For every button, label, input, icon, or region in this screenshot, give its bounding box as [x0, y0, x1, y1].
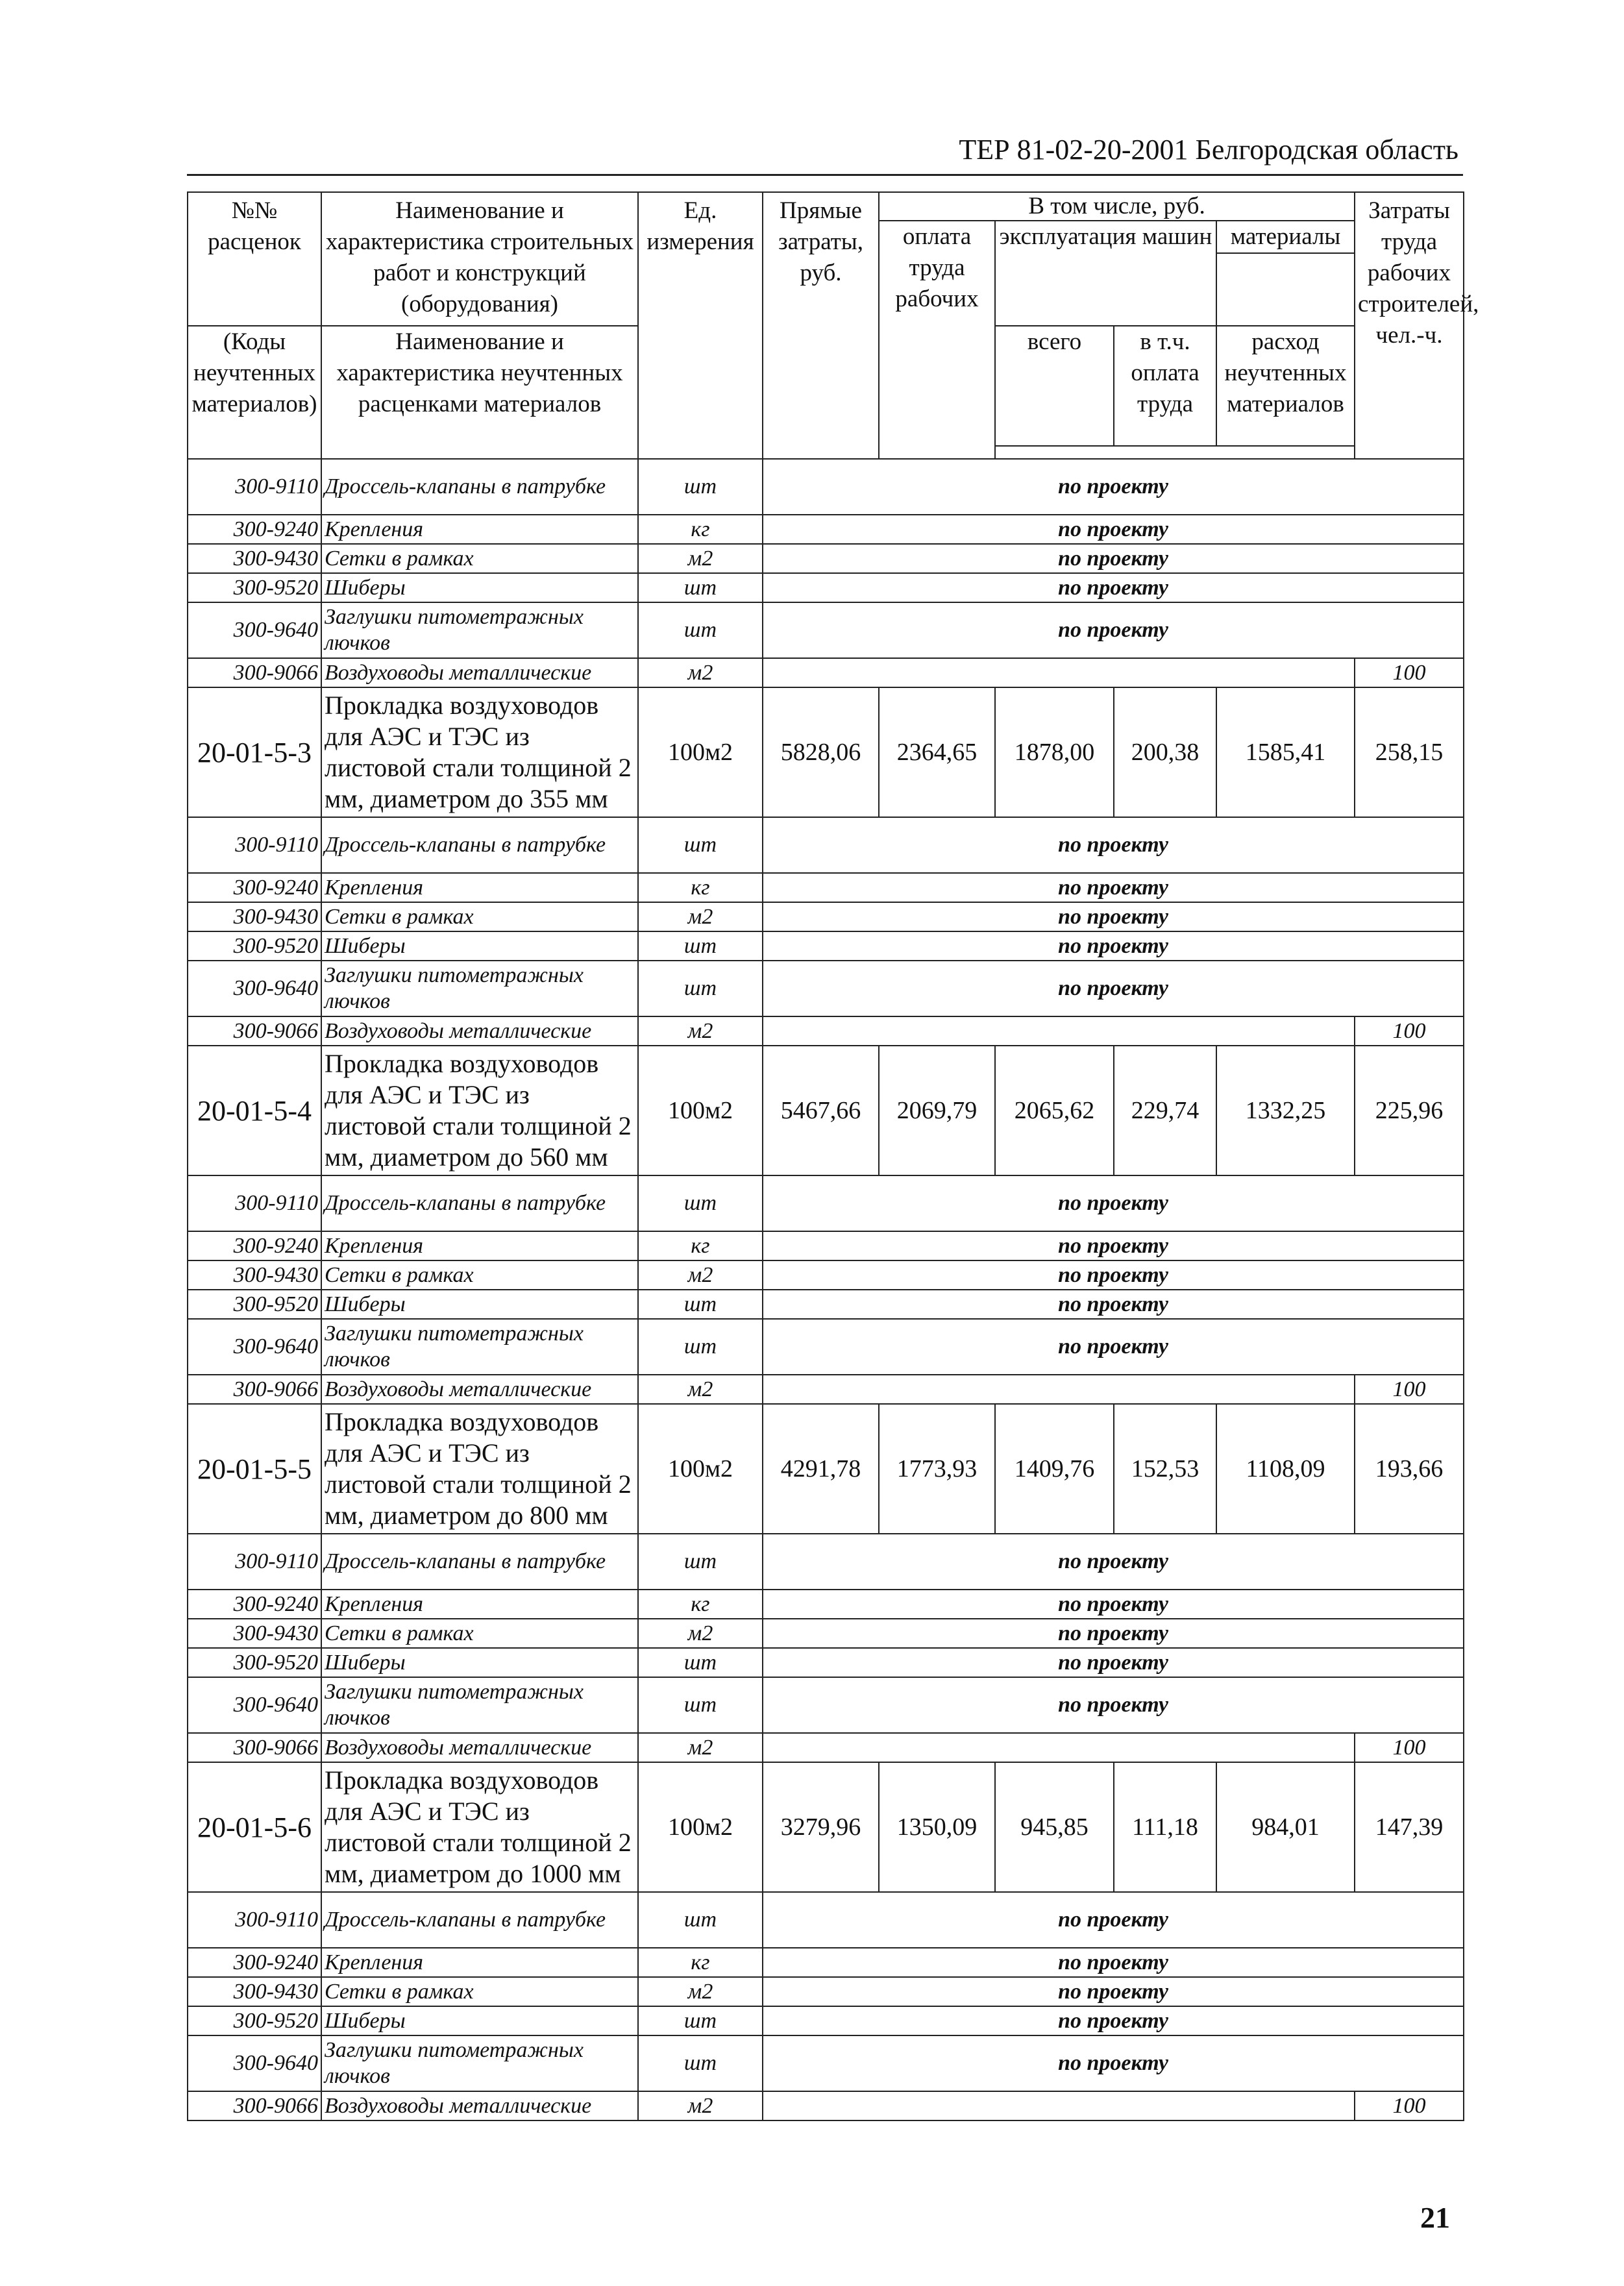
- material-quantity: 100: [1355, 2091, 1464, 2120]
- header-name: Наименование и характеристика строительных работ и конструкций (оборудования): [321, 192, 638, 326]
- rate-unit: 100м2: [638, 1762, 763, 1892]
- material-row: [188, 1290, 1464, 1319]
- material-code: 300-9066: [188, 2091, 321, 2120]
- material-name: Воздуховоды металлические: [321, 1375, 638, 1404]
- header-rule: [187, 174, 1463, 176]
- rate-labor-hours: 193,66: [1355, 1404, 1464, 1534]
- material-row: [188, 1977, 1464, 2006]
- material-unit: шт: [638, 1677, 763, 1733]
- material-code: 300-9240: [188, 1590, 321, 1619]
- material-code: 300-9430: [188, 1977, 321, 2006]
- rate-labor-pay: 1350,09: [879, 1762, 995, 1892]
- material-code: 300-9240: [188, 515, 321, 544]
- material-unit: м2: [638, 1260, 763, 1290]
- material-name: Заглушки питометражных лючков: [321, 1319, 638, 1375]
- material-unit: шт: [638, 2006, 763, 2035]
- material-row: [188, 544, 1464, 573]
- header-code-unaccounted: (Коды неучтенных материалов): [188, 326, 321, 459]
- material-name: Заглушки питометражных лючков: [321, 961, 638, 1016]
- header-materials-spacer: [1216, 253, 1355, 326]
- material-unit: шт: [638, 1648, 763, 1677]
- rate-row: [188, 1046, 1464, 1175]
- material-name: Заглушки питометражных лючков: [321, 2035, 638, 2091]
- material-unit: шт: [638, 931, 763, 961]
- header-materials-consumption: расход неучтенных материалов: [1216, 326, 1355, 446]
- page-number: 21: [1420, 2201, 1450, 2234]
- rate-name: Прокладка воздуховодов для АЭС и ТЭС из листовой стали толщиной 2 мм, диаметром до 355 мм: [321, 687, 638, 817]
- material-row: [188, 902, 1464, 931]
- material-code: 300-9430: [188, 1260, 321, 1290]
- header-machines-total: всего: [995, 326, 1114, 446]
- rate-code: 20-01-5-3: [188, 687, 321, 817]
- material-name: Сетки в рамках: [321, 902, 638, 931]
- material-name: Дроссель-клапаны в патрубке: [321, 1175, 638, 1231]
- rate-row: [188, 687, 1464, 817]
- material-name: Шиберы: [321, 1290, 638, 1319]
- material-value: по проекту: [763, 602, 1464, 658]
- rate-direct-costs: 4291,78: [763, 1404, 879, 1534]
- material-unit: шт: [638, 961, 763, 1016]
- material-unit: м2: [638, 1733, 763, 1762]
- material-value: по проекту: [763, 961, 1464, 1016]
- material-name: Воздуховоды металлические: [321, 658, 638, 687]
- material-row: [188, 931, 1464, 961]
- material-unit: м2: [638, 2091, 763, 2120]
- material-name: Сетки в рамках: [321, 1619, 638, 1648]
- rate-direct-costs: 5828,06: [763, 687, 879, 817]
- material-row: [188, 1260, 1464, 1290]
- header-code: №№ расценок: [188, 192, 321, 326]
- material-value: по проекту: [763, 2035, 1464, 2091]
- rate-materials: 1332,25: [1216, 1046, 1355, 1175]
- rate-name: Прокладка воздуховодов для АЭС и ТЭС из листовой стали толщиной 2 мм, диаметром до 800 мм: [321, 1404, 638, 1534]
- header-including: В том числе, руб.: [879, 192, 1355, 221]
- material-value: по проекту: [763, 873, 1464, 902]
- rate-machines-total: 2065,62: [995, 1046, 1114, 1175]
- material-value: по проекту: [763, 1619, 1464, 1648]
- material-value: по проекту: [763, 1677, 1464, 1733]
- header-name-unaccounted: Наименование и характеристика неучтенных расценками материалов: [321, 326, 638, 459]
- material-unit: м2: [638, 1977, 763, 2006]
- rate-machines-labor: 152,53: [1114, 1404, 1216, 1534]
- material-empty: [763, 658, 1355, 687]
- material-row: [188, 573, 1464, 602]
- material-name: Шиберы: [321, 1648, 638, 1677]
- rate-machines-labor: 111,18: [1114, 1762, 1216, 1892]
- material-value: по проекту: [763, 902, 1464, 931]
- material-row: [188, 873, 1464, 902]
- header-labor-pay: оплата труда рабочих: [879, 221, 995, 459]
- material-unit: кг: [638, 1231, 763, 1260]
- material-name: Воздуховоды металлические: [321, 1733, 638, 1762]
- material-row: [188, 1534, 1464, 1590]
- rate-machines-labor: 229,74: [1114, 1046, 1216, 1175]
- material-name: Сетки в рамках: [321, 1260, 638, 1290]
- material-row: [188, 1648, 1464, 1677]
- material-row: [188, 459, 1464, 515]
- material-unit: м2: [638, 1619, 763, 1648]
- rate-name: Прокладка воздуховодов для АЭС и ТЭС из листовой стали толщиной 2 мм, диаметром до 560 мм: [321, 1046, 638, 1175]
- material-quantity: 100: [1355, 658, 1464, 687]
- material-code: 300-9240: [188, 1231, 321, 1260]
- material-row: [188, 1948, 1464, 1977]
- material-name: Дроссель-клапаны в патрубке: [321, 1534, 638, 1590]
- rate-row: [188, 1404, 1464, 1534]
- material-code: 300-9066: [188, 658, 321, 687]
- material-row: [188, 658, 1464, 687]
- material-name: Крепления: [321, 515, 638, 544]
- rate-materials: 1585,41: [1216, 687, 1355, 817]
- material-code: 300-9640: [188, 961, 321, 1016]
- rate-code: 20-01-5-5: [188, 1404, 321, 1534]
- material-code: 300-9520: [188, 1648, 321, 1677]
- material-unit: м2: [638, 544, 763, 573]
- material-name: Крепления: [321, 1948, 638, 1977]
- material-unit: шт: [638, 1319, 763, 1375]
- rate-machines-total: 1409,76: [995, 1404, 1114, 1534]
- material-name: Воздуховоды металлические: [321, 1016, 638, 1046]
- material-code: 300-9640: [188, 2035, 321, 2091]
- material-value: по проекту: [763, 2006, 1464, 2035]
- rate-materials: 1108,09: [1216, 1404, 1355, 1534]
- rate-unit: 100м2: [638, 1404, 763, 1534]
- material-unit: шт: [638, 459, 763, 515]
- material-empty: [763, 1016, 1355, 1046]
- material-name: Дроссель-клапаны в патрубке: [321, 459, 638, 515]
- material-name: Дроссель-клапаны в патрубке: [321, 817, 638, 873]
- rate-machines-total: 945,85: [995, 1762, 1114, 1892]
- material-quantity: 100: [1355, 1016, 1464, 1046]
- material-row: [188, 1733, 1464, 1762]
- header-unit: Ед. измерения: [638, 192, 763, 459]
- rates-table: [187, 191, 1479, 2121]
- material-code: 300-9430: [188, 902, 321, 931]
- material-value: по проекту: [763, 459, 1464, 515]
- material-row: [188, 1175, 1464, 1231]
- header-bottom-spacer: [995, 446, 1355, 459]
- material-value: по проекту: [763, 1290, 1464, 1319]
- material-code: 300-9640: [188, 1319, 321, 1375]
- material-row: [188, 2091, 1464, 2120]
- material-code: 300-9110: [188, 459, 321, 515]
- rate-machines-labor: 200,38: [1114, 687, 1216, 817]
- material-name: Шиберы: [321, 573, 638, 602]
- material-name: Сетки в рамках: [321, 1977, 638, 2006]
- material-code: 300-9430: [188, 1619, 321, 1648]
- rate-labor-pay: 2069,79: [879, 1046, 995, 1175]
- material-unit: шт: [638, 1290, 763, 1319]
- material-name: Шиберы: [321, 2006, 638, 2035]
- material-unit: шт: [638, 573, 763, 602]
- material-code: 300-9110: [188, 1175, 321, 1231]
- header-labor-hours: Затраты труда рабочих строителей, чел.-ч.: [1355, 192, 1464, 459]
- material-value: по проекту: [763, 931, 1464, 961]
- header-machines: эксплуатация машин: [995, 221, 1216, 326]
- table-body: [188, 192, 1479, 2120]
- material-row: [188, 2035, 1464, 2091]
- material-code: 300-9520: [188, 2006, 321, 2035]
- material-value: по проекту: [763, 1231, 1464, 1260]
- header-materials: материалы: [1216, 221, 1355, 253]
- material-unit: шт: [638, 1892, 763, 1948]
- material-value: по проекту: [763, 1319, 1464, 1375]
- material-name: Крепления: [321, 1231, 638, 1260]
- rate-labor-hours: 147,39: [1355, 1762, 1464, 1892]
- material-code: 300-9640: [188, 1677, 321, 1733]
- material-name: Крепления: [321, 873, 638, 902]
- material-code: 300-9520: [188, 573, 321, 602]
- material-code: 300-9430: [188, 544, 321, 573]
- material-unit: м2: [638, 1016, 763, 1046]
- rate-labor-pay: 1773,93: [879, 1404, 995, 1534]
- material-unit: м2: [638, 658, 763, 687]
- material-value: по проекту: [763, 573, 1464, 602]
- material-row: [188, 1231, 1464, 1260]
- material-code: 300-9066: [188, 1733, 321, 1762]
- material-code: 300-9110: [188, 1892, 321, 1948]
- material-unit: м2: [638, 1375, 763, 1404]
- material-value: по проекту: [763, 1648, 1464, 1677]
- material-value: по проекту: [763, 1534, 1464, 1590]
- material-empty: [763, 1375, 1355, 1404]
- rate-unit: 100м2: [638, 687, 763, 817]
- material-name: Крепления: [321, 1590, 638, 1619]
- material-unit: кг: [638, 1590, 763, 1619]
- material-value: по проекту: [763, 1260, 1464, 1290]
- material-row: [188, 1892, 1464, 1948]
- material-code: 300-9240: [188, 1948, 321, 1977]
- material-value: по проекту: [763, 1948, 1464, 1977]
- material-empty: [763, 1733, 1355, 1762]
- material-unit: м2: [638, 902, 763, 931]
- material-empty: [763, 2091, 1355, 2120]
- material-unit: кг: [638, 515, 763, 544]
- rate-labor-hours: 258,15: [1355, 687, 1464, 817]
- material-unit: кг: [638, 1948, 763, 1977]
- material-code: 300-9520: [188, 1290, 321, 1319]
- material-name: Заглушки питометражных лючков: [321, 1677, 638, 1733]
- material-unit: шт: [638, 2035, 763, 2091]
- material-name: Сетки в рамках: [321, 544, 638, 573]
- rate-name: Прокладка воздуховодов для АЭС и ТЭС из листовой стали толщиной 2 мм, диаметром до 1000 мм: [321, 1762, 638, 1892]
- material-row: [188, 1319, 1464, 1375]
- rate-unit: 100м2: [638, 1046, 763, 1175]
- material-row: [188, 1016, 1464, 1046]
- material-code: 300-9066: [188, 1375, 321, 1404]
- material-row: [188, 1590, 1464, 1619]
- material-value: по проекту: [763, 515, 1464, 544]
- material-value: по проекту: [763, 1590, 1464, 1619]
- material-name: Заглушки питометражных лючков: [321, 602, 638, 658]
- material-unit: шт: [638, 1175, 763, 1231]
- rate-direct-costs: 3279,96: [763, 1762, 879, 1892]
- rate-labor-hours: 225,96: [1355, 1046, 1464, 1175]
- header-machines-labor: в т.ч. оплата труда: [1114, 326, 1216, 446]
- material-value: по проекту: [763, 544, 1464, 573]
- material-row: [188, 1619, 1464, 1648]
- material-name: Дроссель-клапаны в патрубке: [321, 1892, 638, 1948]
- material-row: [188, 602, 1464, 658]
- material-unit: шт: [638, 817, 763, 873]
- material-value: по проекту: [763, 1175, 1464, 1231]
- material-row: [188, 1375, 1464, 1404]
- material-value: по проекту: [763, 1892, 1464, 1948]
- material-name: Воздуховоды металлические: [321, 2091, 638, 2120]
- material-row: [188, 1677, 1464, 1733]
- material-quantity: 100: [1355, 1733, 1464, 1762]
- material-row: [188, 515, 1464, 544]
- material-quantity: 100: [1355, 1375, 1464, 1404]
- rate-machines-total: 1878,00: [995, 687, 1114, 817]
- material-code: 300-9110: [188, 817, 321, 873]
- material-code: 300-9110: [188, 1534, 321, 1590]
- document-header: ТЕР 81-02-20-2001 Белгородская область: [959, 134, 1458, 166]
- material-code: 300-9240: [188, 873, 321, 902]
- material-row: [188, 2006, 1464, 2035]
- rate-direct-costs: 5467,66: [763, 1046, 879, 1175]
- material-name: Шиберы: [321, 931, 638, 961]
- rate-code: 20-01-5-4: [188, 1046, 321, 1175]
- rate-labor-pay: 2364,65: [879, 687, 995, 817]
- material-code: 300-9640: [188, 602, 321, 658]
- rate-materials: 984,01: [1216, 1762, 1355, 1892]
- material-row: [188, 817, 1464, 873]
- header-direct: Прямые затраты, руб.: [763, 192, 879, 459]
- material-unit: кг: [638, 873, 763, 902]
- material-code: 300-9520: [188, 931, 321, 961]
- material-value: по проекту: [763, 817, 1464, 873]
- material-value: по проекту: [763, 1977, 1464, 2006]
- material-unit: шт: [638, 602, 763, 658]
- material-unit: шт: [638, 1534, 763, 1590]
- material-code: 300-9066: [188, 1016, 321, 1046]
- rate-row: [188, 1762, 1464, 1892]
- rate-code: 20-01-5-6: [188, 1762, 321, 1892]
- material-row: [188, 961, 1464, 1016]
